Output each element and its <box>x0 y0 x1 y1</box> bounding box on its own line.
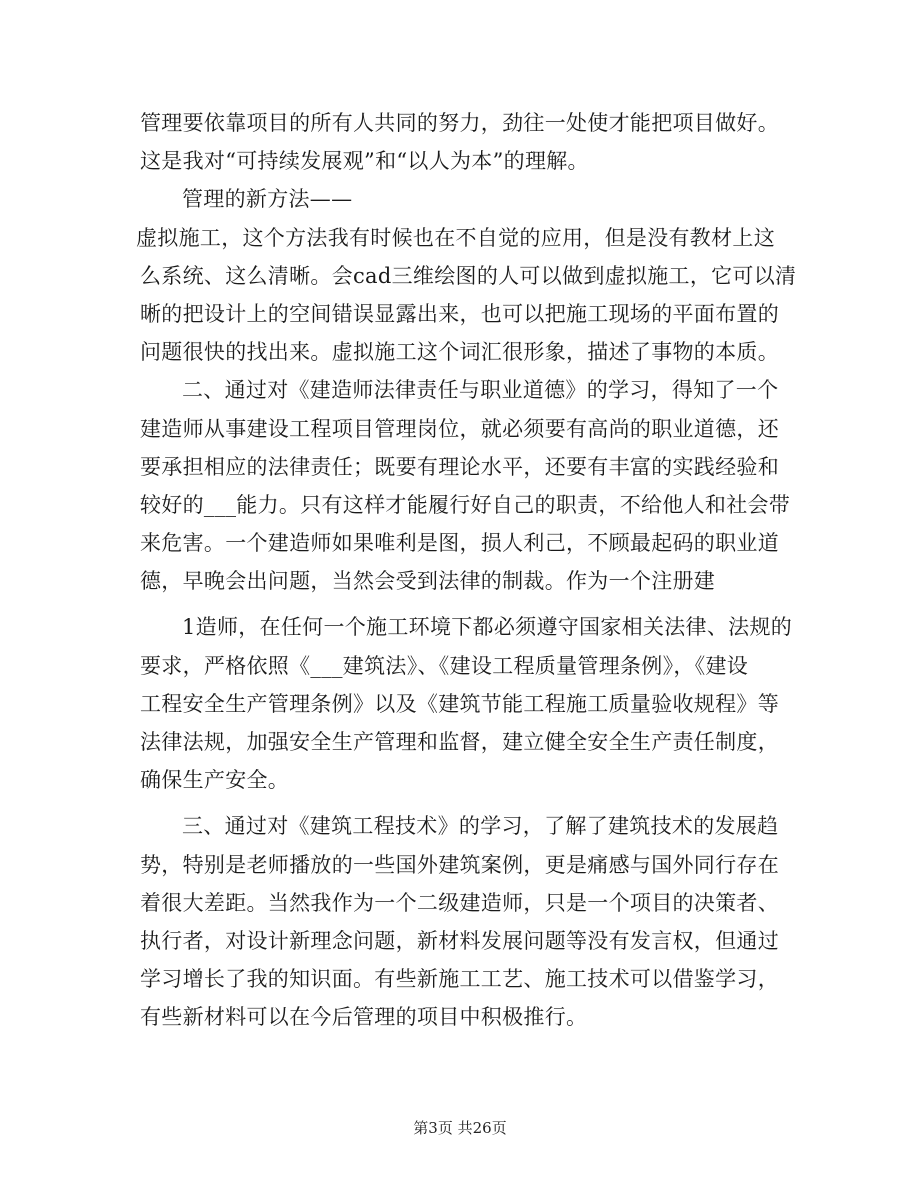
text-line: 这是我对“可持续发展观”和“以人为本”的理解。 <box>140 149 589 174</box>
text-line: 执行者，对设计新理念问题，新材料发展问题等没有发言权，但通过 <box>140 928 779 953</box>
text-line: 法律法规，加强安全生产管理和监督，建立健全安全生产责任制度， <box>140 730 779 754</box>
text-line: 建造师从事建设工程项目管理岗位，就必须要有高尚的职业道德，还 <box>140 416 779 441</box>
text-line: 管理要依靠项目的所有人共同的努力，劲往一处使才能把项目做好。 <box>140 111 779 135</box>
text-line: 德，早晚会出问题，当然会受到法律的制裁。作为一个注册建 <box>140 569 716 594</box>
document-body <box>136 104 797 1037</box>
section-heading: 管理的新方法—— <box>182 187 353 212</box>
text-line: 着很大差距。当然我作为一个二级建造师，只是一个项目的决策者、 <box>140 890 779 915</box>
text-line: 要求，严格依照《___建筑法》、《建设工程质量管理条例》，《建设 <box>140 653 749 678</box>
text-line: 确保生产安全。 <box>140 768 290 793</box>
text-line: 虚拟施工，这个方法我有时候也在不自觉的应用，但是没有教材上这 <box>136 225 775 250</box>
paragraph-start: 1造师，在任何一个施工环境下都必须遵守国家相关法律、法规的 <box>182 615 793 640</box>
page-number-footer: 第3页 共26页 <box>413 1119 507 1137</box>
text-line: 较好的___能力。只有这样才能履行好自己的职责，不给他人和社会带 <box>140 492 791 517</box>
text-line: 学习增长了我的知识面。有些新施工工艺、施工技术可以借鉴学习， <box>140 967 779 992</box>
text-line: 工程安全生产管理条例》以及《建筑节能工程施工质量验收规程》等 <box>140 691 779 716</box>
text-line: 晰的把设计上的空间错误显露出来，也可以把施工现场的平面布置的 <box>140 301 779 326</box>
text-line: 要承担相应的法律责任；既要有理论水平，还要有丰富的实践经验和 <box>140 454 779 479</box>
text-line: 么系统、这么清晰。会cad三维绘图的人可以做到虚拟施工，它可以清 <box>140 263 797 288</box>
text-line: 势，特别是老师播放的一些国外建筑案例，更是痛感与国外同行存在 <box>140 852 779 877</box>
text-line: 来危害。一个建造师如果唯利是图，损人利己，不顾最起码的职业道 <box>140 531 779 556</box>
paragraph-start: 二、通过对《建造师法律责任与职业道德》的学习，得知了一个 <box>182 378 779 403</box>
paragraph-start: 三、通过对《建筑工程技术》的学习，了解了建筑技术的发展趋 <box>182 814 779 839</box>
text-line: 有些新材料可以在今后管理的项目中积极推行。 <box>140 1005 588 1030</box>
text-line: 问题很快的找出来。虚拟施工这个词汇很形象，描述了事物的本质。 <box>140 340 779 365</box>
